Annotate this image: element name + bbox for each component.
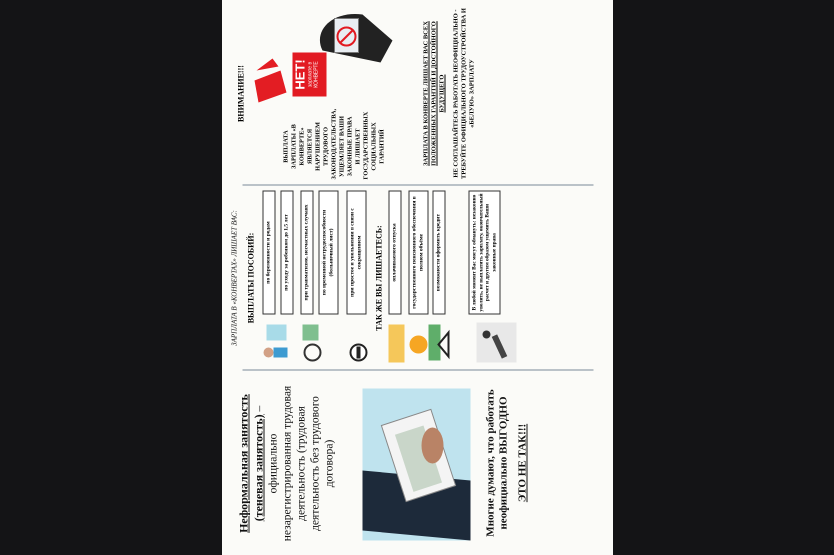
definition-title: Неформальная занятость (теневая занятость)	[236, 393, 265, 533]
claim-text: ВЫПЛАТА ЗАРПЛАТЫ «В КОНВЕРТЕ» ЯВЛЯЕТСЯ НАРУШЕНИЕМ ТРУДОВОГО ЗАКОНОДАТЕЛЬСТВА, УЩЕМЛЯЕТ ВАШИ ЗАКОННЫЕ ПРАВА И ЛИШАЕТ ГОСУДАРСТВЕННЫХ СОЦИАЛЬНЫХ ГАРАНТИЙ	[282, 108, 385, 179]
vacation-icons	[386, 320, 452, 364]
pregnancy-icon	[260, 320, 288, 364]
benefits-heading: ВЫПЛАТЫ ПОСОБИЙ:	[246, 232, 255, 323]
panel-warning	[222, 0, 613, 185]
envelope-photo	[362, 388, 470, 540]
stamp-label	[292, 52, 326, 96]
loss-box: государственного пенсионного обеспечения в полном объёме	[408, 190, 428, 314]
benefit-box: при простое и увольнении в связи с сокращением	[346, 190, 366, 314]
definition-text: официально незарегистрированная трудовая деятельность (трудовая деятельность без трудового договора)	[267, 385, 335, 541]
conclusion-text: ЗАРПЛАТА В КОНВЕРТЕ ЛИШАЕТ ВАС ВСЕХ ПОЛОЖЕННЫХ ГАРАНТИЙ И ДОСТОЙНОГО БУДУЩЕГО	[422, 20, 445, 166]
myth-answer: ЭТО НЕ ТАК!!!	[516, 423, 528, 502]
no-entry-icon	[348, 320, 368, 364]
panel-definition	[222, 370, 613, 555]
stamp-small-text: зарплате в КОНВЕРТЕ	[307, 60, 319, 88]
no-envelope-illustration	[252, 4, 402, 110]
benefit-box: при травматизме, несчастных случаях	[300, 190, 313, 314]
loss-box: возможности оформить кредит	[432, 190, 445, 314]
stamp-big-text: НЕТ!	[292, 58, 307, 90]
definition-block	[236, 377, 336, 549]
conclusion-block	[422, 7, 482, 179]
tagline: ЗАРПЛАТА В «КОНВЕРТАХ» ЛИШАЕТ ВАС:	[230, 209, 238, 346]
definition-dash: –	[253, 405, 265, 414]
brochure-sheet	[222, 0, 613, 555]
benefit-box: по беременности и родам	[262, 190, 275, 314]
wheelchair-icon	[298, 320, 322, 364]
benefit-box: по уходу за ребенком до 1,5 лет	[280, 190, 293, 314]
call-to-action-text: НЕ СОГЛАШАЙТЕСЬ РАБОТАТЬ НЕОФИЦИАЛЬНО - ТРЕБУЙТЕ ОФИЦИАЛЬНОГО ТРУДОУСТРОЙСТВА И «БЕЛУЮ» ЗАРПЛАТУ	[452, 7, 475, 179]
myth-block	[484, 380, 529, 545]
fired-worker-icon	[474, 320, 518, 364]
panel-losses	[222, 185, 613, 370]
loss-box: оплачиваемого отпуска	[388, 190, 401, 314]
benefit-box: по временной нетрудоспособности (больничный лист)	[318, 190, 338, 314]
myth-text: Многие думают, что работать неофициально ВЫГОДНО	[484, 388, 509, 537]
attention-heading: ВНИМАНИЕ!!!	[236, 64, 245, 122]
warning-box: В любой момент Вас могут обмануть: незаконно уволить, не выплатить зарплату, окончательный расчет и другим образом ущемить Ваши законные права	[468, 190, 500, 314]
red-check-shape	[254, 70, 286, 102]
brochure-content	[222, 0, 613, 555]
losses-heading: ТАК ЖЕ ВЫ ЛИШАЕТЕСЬ:	[374, 224, 383, 331]
